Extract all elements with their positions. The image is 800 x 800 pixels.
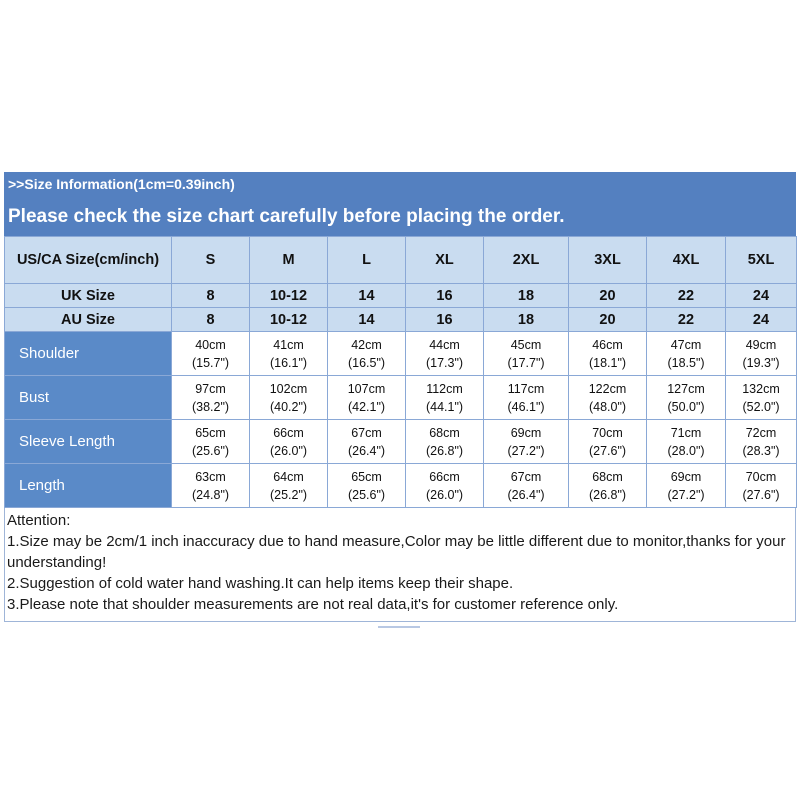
measurement-cm: 97cm bbox=[195, 381, 226, 396]
measurement-inch: (17.7") bbox=[507, 355, 545, 370]
measurement-label: Sleeve Length bbox=[5, 420, 172, 464]
measurement-cell bbox=[172, 376, 250, 420]
measurement-inch: (16.5") bbox=[347, 355, 386, 370]
measurement-cm: 69cm bbox=[510, 425, 542, 440]
measurement-cell bbox=[484, 376, 569, 420]
measurement-inch: (15.7") bbox=[191, 355, 230, 370]
size-value-cell: 18 bbox=[484, 284, 569, 308]
measurement-cm: 46cm bbox=[592, 337, 623, 352]
size-value-cell: 5XL bbox=[726, 237, 797, 284]
measurement-row bbox=[5, 420, 797, 464]
measurement-cm: 66cm bbox=[273, 425, 304, 440]
measurement-cell bbox=[250, 420, 328, 464]
measurement-cm: 64cm bbox=[273, 469, 304, 484]
measurement-cm: 42cm bbox=[351, 337, 382, 352]
measurement-cell bbox=[484, 420, 569, 464]
measurement-cell bbox=[484, 332, 569, 376]
measurement-cm: 127cm bbox=[667, 381, 705, 396]
size-value-cell: 8 bbox=[172, 308, 250, 332]
measurement-cell bbox=[406, 464, 484, 508]
measurement-inch: (26.4") bbox=[347, 443, 386, 458]
measurement-cell bbox=[328, 376, 406, 420]
measurement-cell bbox=[726, 376, 797, 420]
size-value-cell: L bbox=[328, 237, 406, 284]
measurement-cell bbox=[647, 376, 726, 420]
measurement-cell bbox=[647, 464, 726, 508]
measurement-cm: 41cm bbox=[273, 337, 304, 352]
measurement-cm: 112cm bbox=[426, 381, 463, 396]
divider bbox=[378, 626, 420, 628]
size-value-cell: XL bbox=[406, 237, 484, 284]
measurement-inch: (17.3") bbox=[425, 355, 464, 370]
measurement-cm: 40cm bbox=[195, 337, 226, 352]
measurement-inch: (25.2") bbox=[269, 487, 308, 502]
measurement-cell bbox=[328, 332, 406, 376]
measurement-inch: (52.0") bbox=[742, 399, 780, 414]
measurement-inch: (50.0") bbox=[667, 399, 705, 414]
measurement-inch: (26.4") bbox=[507, 487, 545, 502]
size-system-label: US/CA Size(cm/inch) bbox=[5, 237, 172, 284]
size-value-cell: 16 bbox=[406, 308, 484, 332]
measurement-cm: 69cm bbox=[670, 469, 702, 484]
measurement-cell bbox=[484, 464, 569, 508]
size-value-cell: 20 bbox=[569, 308, 647, 332]
measurement-cm: 44cm bbox=[429, 337, 460, 352]
measurement-row bbox=[5, 332, 797, 376]
measurement-inch: (42.1") bbox=[347, 399, 386, 414]
measurement-row bbox=[5, 376, 797, 420]
size-header-row bbox=[5, 284, 797, 308]
measurement-cell bbox=[172, 420, 250, 464]
measurement-cell bbox=[647, 420, 726, 464]
size-info-banner bbox=[4, 172, 796, 236]
size-value-cell: 3XL bbox=[569, 237, 647, 284]
measurement-cell bbox=[569, 420, 647, 464]
measurement-cm: 45cm bbox=[510, 337, 542, 352]
measurement-cell bbox=[250, 464, 328, 508]
measurement-inch: (19.3") bbox=[742, 355, 780, 370]
size-value-cell: 24 bbox=[726, 308, 797, 332]
measurement-cm: 67cm bbox=[351, 425, 382, 440]
measurement-cm: 102cm bbox=[269, 381, 308, 396]
measurement-cell bbox=[406, 332, 484, 376]
size-value-cell: 10-12 bbox=[250, 284, 328, 308]
measurement-inch: (25.6") bbox=[191, 443, 230, 458]
measurement-inch: (26.0") bbox=[425, 487, 464, 502]
size-value-cell: 18 bbox=[484, 308, 569, 332]
attention-heading: Attention: bbox=[7, 512, 71, 529]
size-value-cell: S bbox=[172, 237, 250, 284]
measurement-cm: 122cm bbox=[588, 381, 627, 396]
measurement-inch: (27.2") bbox=[507, 443, 545, 458]
measurement-cell bbox=[726, 464, 797, 508]
measurement-cell bbox=[647, 332, 726, 376]
size-value-cell: 22 bbox=[647, 308, 726, 332]
size-chart bbox=[4, 172, 796, 625]
measurement-cell bbox=[569, 464, 647, 508]
measurement-cm: 65cm bbox=[351, 469, 382, 484]
measurement-cm: 68cm bbox=[429, 425, 460, 440]
measurement-cm: 132cm bbox=[742, 381, 780, 396]
measurement-cell bbox=[406, 420, 484, 464]
size-value-cell: 14 bbox=[328, 308, 406, 332]
measurement-cell bbox=[172, 332, 250, 376]
measurement-label: Length bbox=[5, 464, 172, 508]
measurement-cm: 70cm bbox=[592, 425, 623, 440]
measurement-cell bbox=[328, 464, 406, 508]
size-value-cell: 20 bbox=[569, 284, 647, 308]
measurement-cm: 63cm bbox=[195, 469, 226, 484]
size-value-cell: 2XL bbox=[484, 237, 569, 284]
size-info-title: Please check the size chart carefully before placing the order. bbox=[8, 206, 565, 227]
measurement-inch: (46.1") bbox=[507, 399, 545, 414]
measurement-inch: (26.0") bbox=[269, 443, 308, 458]
size-value-cell: 10-12 bbox=[250, 308, 328, 332]
attention-item: 2.Suggestion of cold water hand washing.It can help items keep their shape. bbox=[7, 575, 514, 592]
measurement-cm: 107cm bbox=[347, 381, 386, 396]
measurement-inch: (27.6") bbox=[742, 487, 780, 502]
measurement-cm: 47cm bbox=[670, 337, 702, 352]
measurement-cell bbox=[172, 464, 250, 508]
measurement-inch: (16.1") bbox=[269, 355, 308, 370]
size-value-cell: 8 bbox=[172, 284, 250, 308]
measurement-row bbox=[5, 464, 797, 508]
measurement-inch: (27.6") bbox=[588, 443, 627, 458]
measurement-cm: 72cm bbox=[745, 425, 777, 440]
measurement-cm: 49cm bbox=[745, 337, 777, 352]
size-system-label: UK Size bbox=[5, 284, 172, 308]
measurement-cm: 67cm bbox=[510, 469, 542, 484]
measurement-cell bbox=[406, 376, 484, 420]
size-value-cell: M bbox=[250, 237, 328, 284]
measurement-inch: (26.8") bbox=[425, 443, 464, 458]
attention-item: 3.Please note that shoulder measurements are not real data,it's for customer reference only. bbox=[7, 596, 619, 613]
measurement-cell bbox=[569, 332, 647, 376]
size-value-cell: 4XL bbox=[647, 237, 726, 284]
measurement-inch: (28.0") bbox=[667, 443, 705, 458]
size-value-cell: 24 bbox=[726, 284, 797, 308]
measurement-inch: (25.6") bbox=[347, 487, 386, 502]
measurement-inch: (40.2") bbox=[269, 399, 308, 414]
measurement-cm: 66cm bbox=[429, 469, 460, 484]
measurement-cell bbox=[569, 376, 647, 420]
measurement-cm: 68cm bbox=[592, 469, 623, 484]
size-value-cell: 22 bbox=[647, 284, 726, 308]
size-system-label: AU Size bbox=[5, 308, 172, 332]
measurement-cell bbox=[726, 332, 797, 376]
measurement-cm: 117cm bbox=[507, 381, 545, 396]
measurement-label: Shoulder bbox=[5, 332, 172, 376]
measurement-cell bbox=[250, 332, 328, 376]
measurement-cell bbox=[726, 420, 797, 464]
measurement-inch: (27.2") bbox=[667, 487, 705, 502]
measurement-cm: 65cm bbox=[195, 425, 226, 440]
measurement-inch: (44.1") bbox=[425, 399, 464, 414]
size-value-cell: 16 bbox=[406, 284, 484, 308]
measurement-inch: (38.2") bbox=[191, 399, 230, 414]
measurement-inch: (26.8") bbox=[588, 487, 627, 502]
measurement-cell bbox=[328, 420, 406, 464]
size-header-row bbox=[5, 237, 797, 284]
measurement-cm: 71cm bbox=[670, 425, 702, 440]
measurement-inch: (28.3") bbox=[742, 443, 780, 458]
measurement-inch: (18.5") bbox=[667, 355, 705, 370]
measurement-label: Bust bbox=[5, 376, 172, 420]
size-info-subtitle: >>Size Information(1cm=0.39inch) bbox=[8, 176, 235, 192]
measurement-inch: (24.8") bbox=[191, 487, 230, 502]
size-header-row bbox=[5, 308, 797, 332]
attention-item: 1.Size may be 2cm/1 inch inaccuracy due to hand measure,Color may be little different due to monitor,thanks for your understanding! bbox=[7, 533, 786, 571]
measurement-cm: 70cm bbox=[745, 469, 777, 484]
measurement-inch: (18.1") bbox=[588, 355, 627, 370]
measurement-inch: (48.0") bbox=[588, 399, 627, 414]
size-value-cell: 14 bbox=[328, 284, 406, 308]
measurement-cell bbox=[250, 376, 328, 420]
attention-notes bbox=[4, 508, 796, 622]
size-table bbox=[4, 236, 797, 508]
